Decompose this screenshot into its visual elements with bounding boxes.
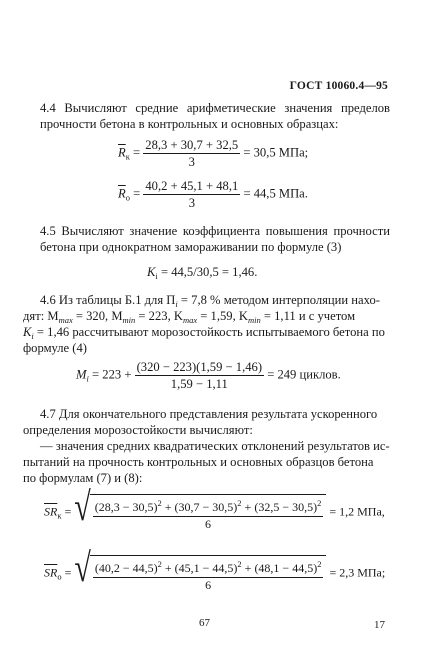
paragraph-4-7-line3: — значения средних квадратических отклонений результатов ис- [40,439,390,453]
equation-mean-main: $\overline{R}_о$ = $\frac{40,2 + 45,1 + 48,1}{3}$ = 44,5 МПа. [118,179,308,210]
paragraph-4-6-line1: 4.6 Из таблицы Б.1 для $П_i = 7,8$ % методом интерполяции нахо- [40,293,380,309]
equation-frost-resistance: $M_i = 223$ + $\frac{(320 - 223)(1,59 - 1,46)}{1,59 - 1,11}$ = 249 циклов. [76,360,341,391]
equation-std-dev-main: $\overline{SR}_о$ = √ $\frac{(40,2 - 44,5)^2 + (45,1 - 44,5)^2 + (48,1 - 44,5)^2}{6}$ = 2,3 МПа; [44,545,386,592]
page-number-right: 17 [374,619,385,631]
paragraph-4-6-line3: $K_i = 1,46$ рассчитывают морозостойкость испытываемого бетона по [23,325,385,341]
paragraph-4-5: 4.5 Вычисляют значение коэффициента повышения прочности бетона при однократном замораживании по формуле (3) [40,224,390,254]
page-number-center: 67 [199,617,210,629]
paragraph-4-7-line1: 4.7 Для окончательного представления результата ускоренного [40,407,378,421]
paragraph-4-6-line2: дят: $M_{max} = 320$, $M_{min} = 223$, $K_{max} = 1,59$, $K_{min} = 1,11$ и с учетом [23,309,356,325]
paragraph-4-7-line5: по формулам (7) и (8): [23,471,143,485]
standard-header: ГОСТ 10060.4—95 [289,80,388,92]
paragraph-4-7-line2: определения морозостойкости вычисляют: [23,423,253,437]
paragraph-4-4: 4.4 Вычисляют средние арифметические значения пределов прочности бетона в контрольных и основных образцах: [40,101,390,131]
equation-std-dev-control: $\overline{SR}_к$ = √ $\frac{(28,3 - 30,5)^2 + (30,7 - 30,5)^2 + (32,5 - 30,5)^2}{6}$ = 1,2 МПа, [44,484,385,531]
paragraph-4-6-line4: формуле (4) [23,341,87,355]
paragraph-4-7-line4: пытаний на прочность контрольных и основных образцов бетона [23,455,374,469]
equation-mean-control: $\overline{R}_к$ = $\frac{28,3 + 30,7 + 32,5}{3}$ = 30,5 МПа; [118,138,309,169]
equation-coefficient: $K_i = 44,5/30,5 = 1,46$. [147,265,258,281]
